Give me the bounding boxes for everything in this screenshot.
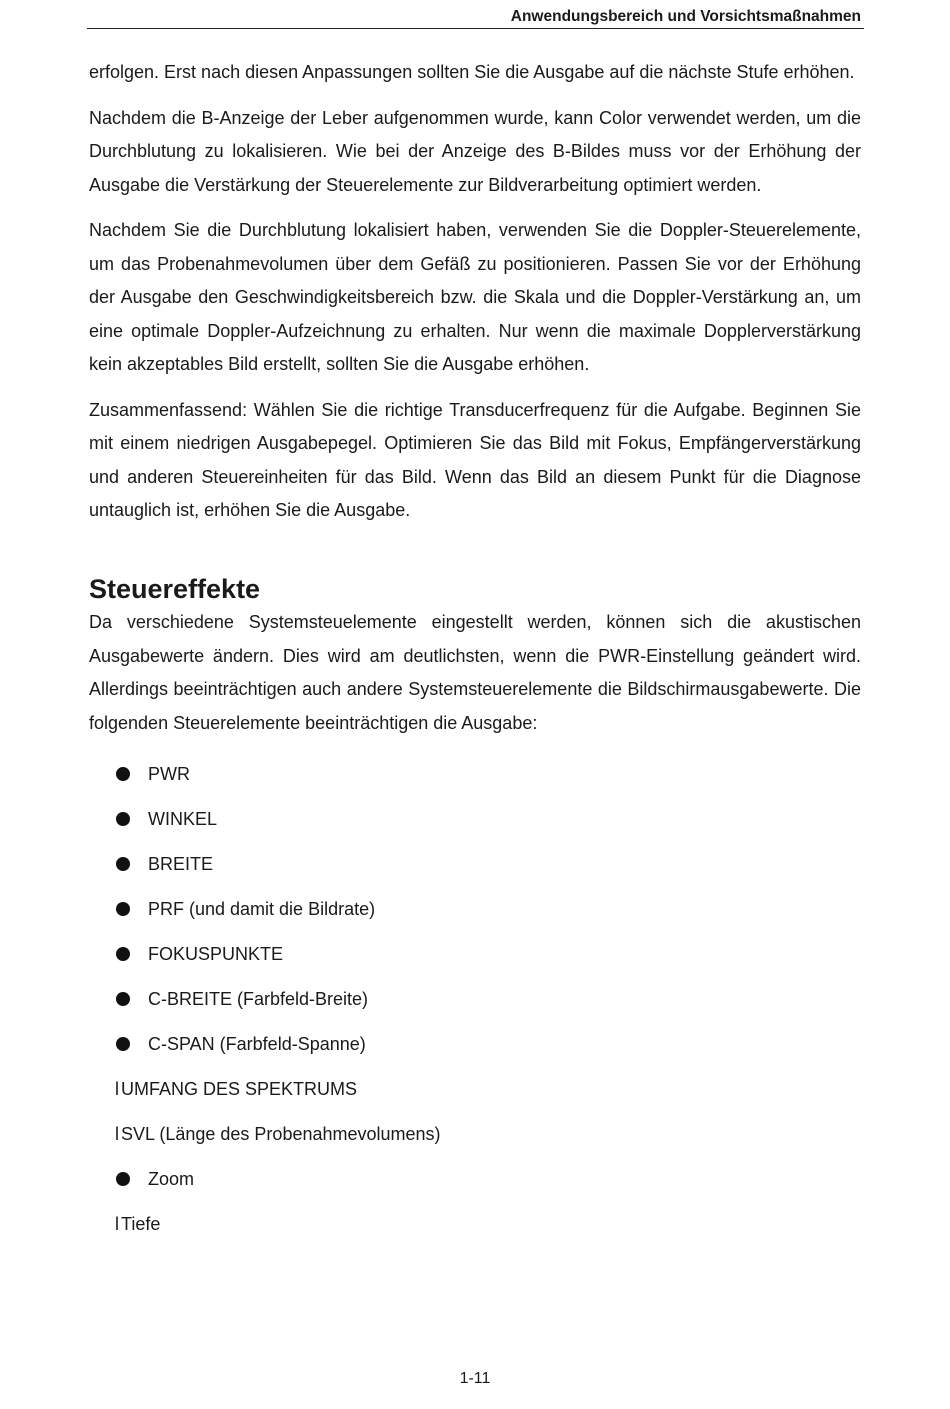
list-item — [89, 1067, 861, 1112]
list-item — [89, 1202, 861, 1247]
list-item-text: FOKUSPUNKTE — [148, 944, 284, 964]
bullet-icon — [116, 812, 130, 826]
list-item-text: Zoom — [148, 1169, 195, 1189]
list-item-text: C-BREITE (Farbfeld-Breite) — [148, 989, 369, 1009]
page-body — [89, 56, 861, 1247]
bar-marker: l — [115, 1124, 119, 1144]
controls-list — [89, 752, 861, 1247]
list-item-text: Tiefe — [121, 1214, 161, 1234]
bar-marker: l — [115, 1214, 119, 1234]
bullet-icon — [116, 1172, 130, 1186]
list-item — [89, 842, 861, 887]
list-item-text: SVL (Länge des Probenahmevolumens) — [121, 1124, 441, 1144]
bullet-icon — [116, 902, 130, 916]
page-footer — [0, 1370, 950, 1388]
list-item — [89, 1022, 861, 1067]
list-item — [89, 932, 861, 977]
list-item-text: PWR — [148, 764, 190, 784]
bullet-icon — [116, 767, 130, 781]
list-item-text: WINKEL — [148, 809, 218, 829]
bullet-icon — [116, 947, 130, 961]
bullet-icon — [116, 1037, 130, 1051]
paragraph-doppler: Nachdem Sie die Durchblutung lokalisiert haben, verwenden Sie die Doppler-Steuerelemente, um das Probenahmevolumen über dem Gefäß zu positionieren. Passen Sie vor der Erhöhung der Ausgabe den Geschwindigkeitsbereich bzw. die Skala und die Doppler-Verstärkung an, um eine optimale Doppler-Aufzeichnung zu erhalten. Nur wenn die maximale Dopplerverstärkung kein akzeptables Bild erstellt, sollten Sie die Ausgabe erhöhen. — [89, 220, 861, 374]
paragraph-color: Nachdem die B-Anzeige der Leber aufgenommen wurde, kann Color verwendet werden, um die Durchblutung zu lokalisieren. Wie bei der Anzeige des B-Bildes muss vor der Erhöhung der Ausgabe die Verstärkung der Steuerelemente zur Bildverarbeitung optimiert werden. — [89, 107, 861, 195]
list-item-text: PRF (und damit die Bildrate) — [148, 899, 376, 919]
list-item-text: BREITE — [148, 854, 214, 874]
list-item-text: UMFANG DES SPEKTRUMS — [121, 1079, 358, 1099]
bar-marker: l — [115, 1079, 119, 1099]
list-item — [89, 1157, 861, 1202]
list-item-text: C-SPAN (Farbfeld-Spanne) — [148, 1034, 366, 1054]
list-item — [89, 1112, 861, 1157]
page-number: 1-11 — [459, 1370, 491, 1387]
paragraph-continuation: erfolgen. Erst nach diesen Anpassungen sollten Sie die Ausgabe auf die nächste Stufe erhöhen. — [89, 62, 855, 82]
list-item — [89, 752, 861, 797]
section-intro: Da verschiedene Systemsteuelemente eingestellt werden, können sich die akustischen Ausgabewerte ändern. Dies wird am deutlichsten, wenn die PWR-Einstellung geändert wird. Allerdings beeinträchtigen auch andere Systemsteuerelemente die Bildschirmausgabewerte. Die folgenden Steuerelemente beeinträchtigen die Ausgabe: — [89, 612, 861, 733]
bullet-icon — [116, 992, 130, 1006]
section-heading: Steuereffekte — [89, 573, 261, 604]
list-item — [89, 797, 861, 842]
paragraph-summary: Zusammenfassend: Wählen Sie die richtige Transducerfrequenz für die Aufgabe. Beginnen Sie mit einem niedrigen Ausgabepegel. Optimieren Sie das Bild mit Fokus, Empfängerverstärkung und anderen Steuereinheiten für das Bild. Wenn das Bild an diesem Punkt für die Diagnose untauglich ist, erhöhen Sie die Ausgabe. — [89, 399, 861, 520]
header-title: Anwendungsbereich und Vorsichtsmaßnahmen — [510, 8, 861, 25]
list-item — [89, 977, 861, 1022]
list-item — [89, 887, 861, 932]
bullet-icon — [116, 857, 130, 871]
page-header — [87, 6, 864, 29]
